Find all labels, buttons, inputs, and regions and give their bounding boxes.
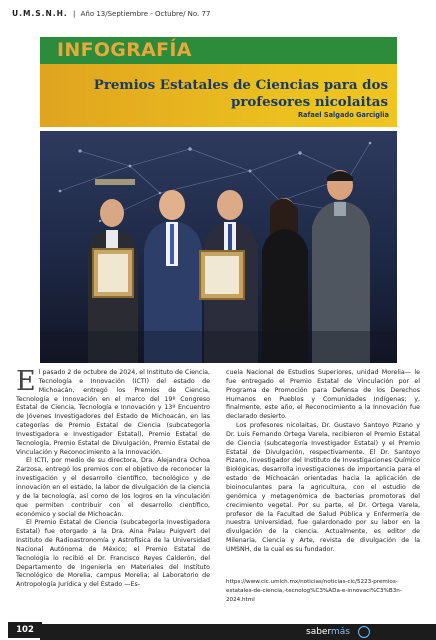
footer-bar <box>40 624 436 640</box>
magazine-logo <box>306 624 350 640</box>
drop-cap: E <box>16 366 36 397</box>
paragraph: Los profesores nicolaitas, Dr. Gustavo Santoyo Pizano y Dr. Luis Fernando Ortega Varela, recibieron el Premio Estatal de Ciencia (subcategoría Investigador Estatal) y el Premio Estatal de Divulgación, respectivamente. El Dr. Santoyo Pizano, investigador del Instituto de Investigaciones Químico Biológicas, desarrolla investigaciones de importancia para el estado de Michoacán orientadas hacia la aplicación de bioinoculantes para la agricultura, con el estudio de genómica y metagenómica de bacterias promotoras del crecimiento vegetal. Por su parte, el Dr. Ortega Varela, profesor de la Facultad de Salud Pública y Enfermería de nuestra Universidad, fue galardonado por su labor en la divulgación de la ciencia. Actualmente, es editor de Milenaria, Ciencia y Arte, revista de divulgación de la UMSNH, de la cual es su fundador. <box>226 422 420 553</box>
separator: | <box>73 10 76 18</box>
logo-text-accent: más <box>331 627 350 637</box>
issue-info: Año 13/Septiembre - Octubre/ No. 77 <box>80 10 211 18</box>
institution-name: U.M.S.N.H. <box>12 9 68 18</box>
article-title-line-2: profesores nicolaitas <box>230 94 388 110</box>
paragraph: cuela Nacional de Estudios Superiores, unidad Morelia— le fue entregado el Premio Estatal de Vinculación por el Programa de Promoción para Defensa de los Derechos Humanos en Pueblos y Comunidades Indígenas; y, finalmente, este año, el Reconocimiento a la Innovación fue declarado desierto. <box>226 369 420 421</box>
source-url[interactable]: https://www.cic.umich.mx/noticias/noticias-cic/5223-premios-estatales-de-ciencia,-tecnolog%C3%ADa-e-innovaci%C3%B3n-2024.html <box>226 579 402 603</box>
backdrop-banner <box>95 179 135 185</box>
paragraph: El ICTI, por medio de su directora, Dra. Alejandra Ochoa Zarzosa, entregó los premios con el objetivo de reconocer la investigación y el desarrollo científico, tecnológico y de innovación en el estado, la labor de divulgación de la ciencia y de la tecnología, así como de los logros en la vinculación que permiten contribuir con el desarrollo científico, económico y social de Michoacán. <box>16 457 210 518</box>
author-name: Rafael Salgado Garciglia <box>297 111 389 119</box>
article-column-left <box>16 366 210 590</box>
award-ceremony-photo <box>40 131 397 363</box>
article-title-line-1: Premios Estatales de Ciencias para dos <box>93 77 388 93</box>
article-body <box>16 366 420 589</box>
article-title <box>88 77 388 111</box>
page-number: 102 <box>8 622 42 638</box>
logo-text: saber <box>306 627 331 637</box>
running-header <box>12 8 424 20</box>
section-label: INFOGRAFÍA <box>57 39 192 61</box>
paragraph <box>16 366 210 457</box>
logo-ring-icon <box>358 626 370 638</box>
paragraph-text: l pasado 2 de octubre de 2024, el Instituto de Ciencia, Tecnología e Innovación (ICTI) del estado de Michoacán, entregó los Premios de Ciencia, Tecnología e Innovación en el marco del 19º Congreso Estatal de Ciencia, Tecnología e Innovación y 13º Encuentro de Jóvenes Investigadores del Estado de Michoacán, en las categorías de Premio Estatal de Ciencia (subcategoría Investigadora e Investigador Estatal), Premio Estatal de Tecnología, Premio Estatal de Divulgación, Premio Estatal de Vinculación y Reconocimiento a la Innovación. <box>16 369 210 456</box>
article-column-right <box>226 369 420 555</box>
paragraph: El Premio Estatal de Ciencia (subcategoría Investigadora Estatal) fue otorgado a la Dra. Aina Palau Puigvert del Instituto de Radioastronomía y Astrofísica de la Universidad Nacional Autónoma de México; el Premio Estatal de Tecnología lo recibió el Dr. Francisco Reyes Calderón, del Departamento de Ingeniería en Materiales del Instituto Tecnológico de Morelia, campus Morelia; al Laboratorio de Antropología Jurídica y del Estado —Es- <box>16 519 210 589</box>
